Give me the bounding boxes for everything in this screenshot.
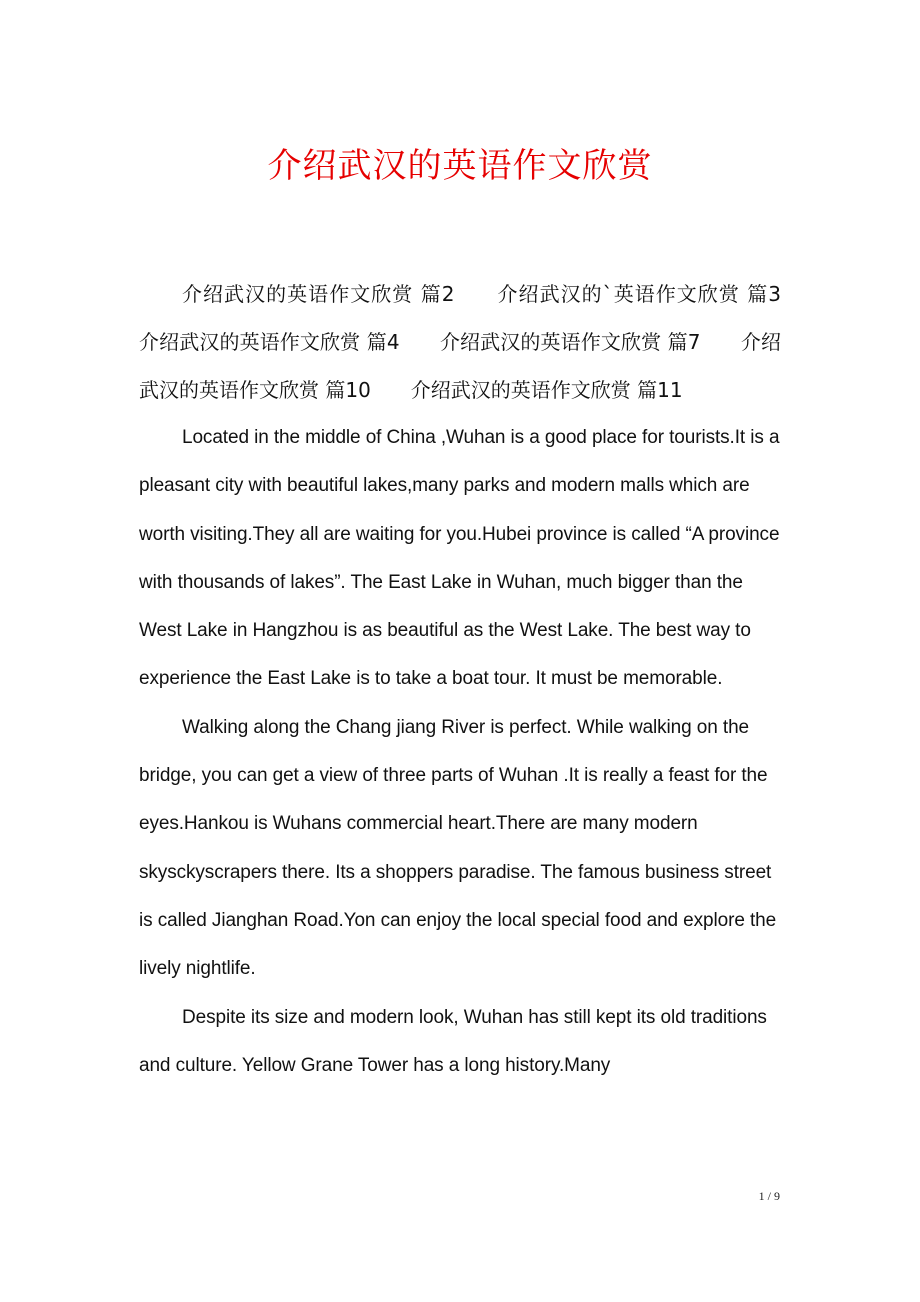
paragraph-1: Located in the middle of China ,Wuhan is a good place for tourists.It is a pleasant city with beautiful lakes,many parks and modern malls which are worth visiting.They all are waiting for you.Hubei province is called “A province with thousands of lakes”. The East Lake in Wuhan, much bigger than the West Lake in Hangzhou is as beautiful as the West Lake. The best way to experience the East Lake is to take a boat tour. It must be memorable. xyxy=(139,427,780,690)
document-body xyxy=(139,270,821,1090)
page-number: 1 / 9 xyxy=(758,1189,780,1203)
paragraph-2: Walking along the Chang jiang River is perfect. While walking on the bridge, you can get a view of three parts of Wuhan .It is really a feast for the eyes.Hankou is Wuhans commercial heart.There are many modern skysckyscrapers there. Its a shoppers paradise. The famous business street is called Jianghan Road.Yon can enjoy the local special food and explore the lively nightlife. xyxy=(139,716,777,980)
document-title: 介绍武汉的英语作文欣赏 xyxy=(267,146,653,186)
paragraph-3: Despite its size and modern look, Wuhan has still kept its old traditions and culture. Yellow Grane Tower has a long history.Many xyxy=(139,1006,767,1076)
toc-paragraph: 介绍武汉的英语作文欣赏 篇2 介绍武汉的`英语作文欣赏 篇3 介绍武汉的英语作文欣赏 篇4 介绍武汉的英语作文欣赏 篇7 介绍武汉的英语作文欣赏 篇10 介绍武汉的英语作文欣赏 篇11 xyxy=(139,282,821,402)
